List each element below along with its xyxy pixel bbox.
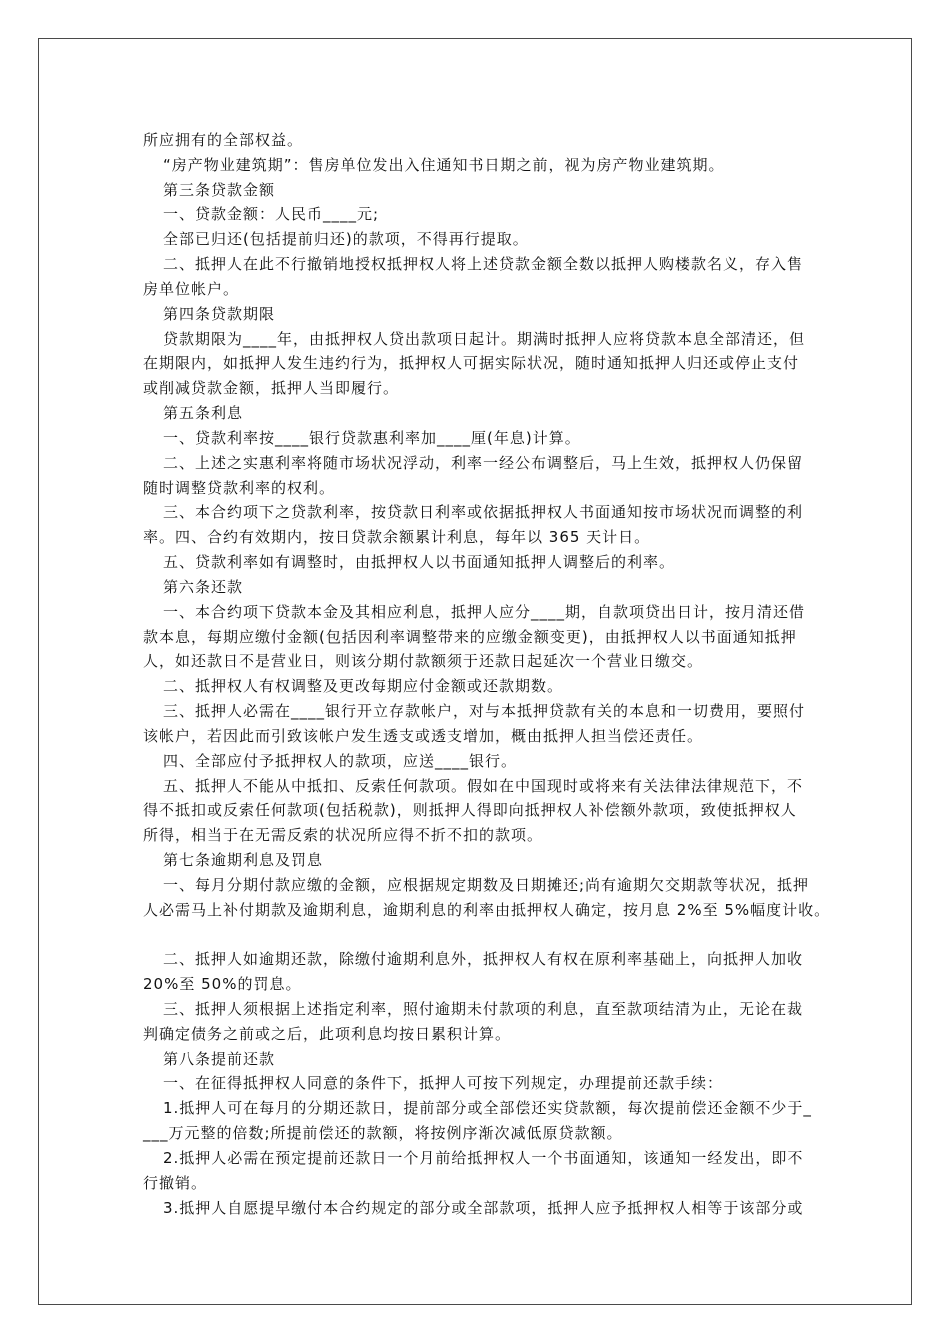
text-line: 所应拥有的全部权益。: [143, 131, 304, 149]
text-line: 一、每月分期付款应缴的金额，应根据规定期数及日期摊还;尚有逾期欠交期款等状况，抵押: [163, 875, 810, 894]
text-line: 判确定债务之前或之后，此项利息均按日累积计算。: [143, 1024, 512, 1043]
document-body: [143, 128, 863, 1220]
text-line: 行撤销。: [143, 1173, 208, 1192]
text-line: 三、本合约项下之贷款利率，按贷款日利率或依据抵押权人书面通知按市场状况而调整的利: [163, 503, 804, 522]
section-heading: 第四条贷款期限: [163, 304, 276, 323]
text-line: 一、贷款利率按____银行贷款惠利率加____厘(年息)计算。: [163, 428, 581, 447]
text-line: 二、抵押人如逾期还款，除缴付逾期利息外，抵押权人有权在原利率基础上，向抵押人加收: [163, 950, 804, 969]
text-line: 二、抵押人在此不行撤销地授权抵押权人将上述贷款金额全数以抵押人购楼款名义，存入售: [163, 255, 804, 274]
text-line: 一、贷款金额：人民币____元;: [163, 205, 380, 224]
text-line: 五、贷款利率如有调整时，由抵押权人以书面通知抵押人调整后的利率。: [163, 553, 676, 572]
section-heading: 第八条提前还款: [163, 1049, 276, 1068]
text-line: 三、抵押人须根据上述指定利率，照付逾期未付款项的利息，直至款项结清为止，无论在裁: [163, 999, 804, 1018]
text-line: “房产物业建筑期”：售房单位发出入住通知书日期之前，视为房产物业建筑期。: [163, 155, 725, 174]
text-line: 四、全部应付予抵押权人的款项，应送____银行。: [163, 751, 518, 770]
text-line: 五、抵押人不能从中抵扣、反索任何款项。假如在中国现时或将来有关法律法律规范下，不: [163, 776, 804, 795]
section-heading: 第五条利息: [163, 404, 244, 423]
text-line: 贷款期限为____年，由抵押权人贷出款项日起计。期满时抵押人应将贷款本息全部清还，但: [163, 329, 806, 348]
text-line: 人，如还款日不是营业日，则该分期付款额须于还款日起延次一个营业日缴交。: [143, 652, 704, 671]
blank-line: [143, 923, 863, 948]
section-heading: 第六条还款: [163, 577, 244, 596]
text-line: ___万元整的倍数;所提前偿还的款额，将按例序渐次减低原贷款额。: [143, 1124, 623, 1143]
text-line: 2.抵押人必需在预定提前还款日一个月前给抵押权人一个书面通知，该通知一经发出，即不: [163, 1148, 804, 1167]
text-line: 二、上述之实惠利率将随市场状况浮动，利率一经公布调整后，马上生效，抵押权人仍保留: [163, 453, 804, 472]
text-line: 一、本合约项下贷款本金及其相应利息，抵押人应分____期，自款项贷出日计，按月清还借: [163, 602, 806, 621]
text-line: 1.抵押人可在每月的分期还款日，提前部分或全部偿还实贷款额，每次提前偿还金额不少于_: [163, 1099, 812, 1118]
text-line: 所得，相当于在无需反索的状况所应得不折不扣的款项。: [143, 826, 544, 845]
text-line: 得不抵扣或反索任何款项(包括税款)，则抵押人得即向抵押权人补偿额外款项，致使抵押权人: [143, 801, 797, 820]
text-line: 三、抵押人必需在____银行开立存款帐户，对与本抵押贷款有关的本息和一切费用，要照付: [163, 702, 806, 721]
text-line: 或削减贷款金额，抵押人当即履行。: [143, 379, 400, 398]
text-line: 随时调整贷款利率的权利。: [143, 478, 336, 497]
text-line: 20%至 50%的罚息。: [143, 975, 302, 994]
text-line: 该帐户，若因此而引致该帐户发生透支或透支增加，概由抵押人担当偿还责任。: [143, 726, 704, 745]
text-line: 二、抵押权人有权调整及更改每期应付金额或还款期数。: [163, 677, 564, 696]
text-line: 一、在征得抵押权人同意的条件下，抵押人可按下列规定，办理提前还款手续：: [163, 1074, 724, 1093]
text-line: 3.抵押人自愿提早缴付本合约规定的部分或全部款项，抵押人应予抵押权人相等于该部分或: [163, 1198, 804, 1217]
text-line: 人必需马上补付期款及逾期利息，逾期利息的利率由抵押权人确定，按月息 2%至 5%幅度计收。: [143, 900, 831, 919]
text-line: 全部已归还(包括提前归还)的款项，不得再行提取。: [163, 230, 529, 249]
text-line: 率。四、合约有效期内，按日贷款余额累计利息，每年以 365 天计日。: [143, 528, 651, 547]
text-line: 款本息，每期应缴付金额(包括因利率调整带来的应缴金额变更)，由抵押权人以书面通知抵押: [143, 627, 797, 646]
text-line: 在期限内，如抵押人发生违约行为，抵押权人可据实际状况，随时通知抵押人归还或停止支付: [143, 354, 800, 373]
text-line: 房单位帐户。: [143, 279, 240, 298]
section-heading: 第三条贷款金额: [163, 180, 276, 199]
section-heading: 第七条逾期利息及罚息: [163, 851, 324, 870]
